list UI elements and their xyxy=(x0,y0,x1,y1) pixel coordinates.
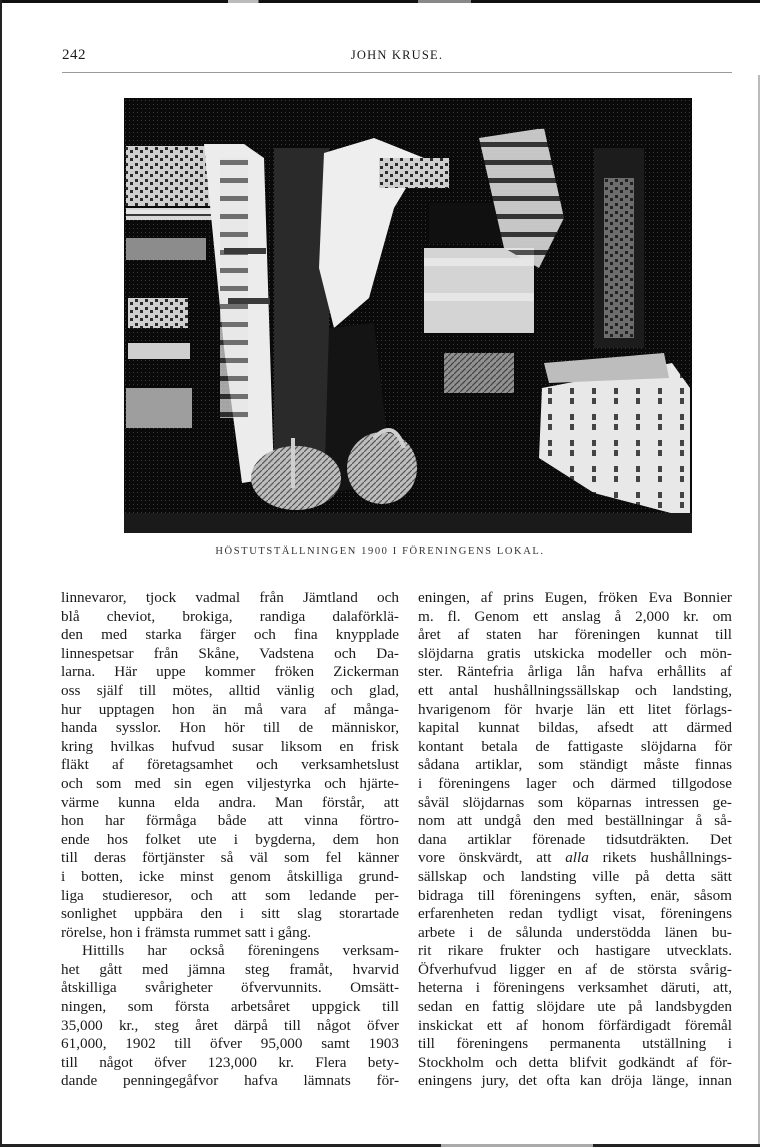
text-line: handa sysslor. Hon hör till de människor, xyxy=(61,719,399,737)
text-segment: rikets hushållnings- xyxy=(588,849,732,867)
text-line: ett antal hushållningssällskap och landsting, xyxy=(418,681,732,699)
scan-edge-left xyxy=(0,0,2,1147)
text-line: oss själf till mötes, alltid vänlig och glad, xyxy=(61,681,399,699)
text-line: hon har förmåga både att vinna förtro- xyxy=(61,812,399,830)
text-line: till föreningens permanenta utställning i xyxy=(418,1035,732,1053)
text-line: 61,000, 1902 till öfver 95,000 samt 1903 xyxy=(61,1035,399,1053)
text-line: ster. Räntefria årliga lån hafva erhållits af xyxy=(418,663,732,681)
text-line: fläkt af företagsamhet och verksamhetslust xyxy=(61,756,399,774)
text-line: bidraga till föreningens syften, enär, såsom xyxy=(418,886,732,904)
text-line: dande penningegåfvor hafva lämnats för- xyxy=(61,1072,399,1090)
text-line: till något öfver 123,000 kr. Flera bety- xyxy=(61,1053,399,1071)
text-segment: vore önskvärdt, att xyxy=(418,849,566,867)
text-line: eningens jury, det ofta kan dröja länge, innan xyxy=(418,1072,732,1090)
header-rule xyxy=(62,72,732,73)
text-line: hvarigenom för hvarje län ett litet förlags- xyxy=(418,700,732,718)
running-title: JOHN KRUSE. xyxy=(350,48,444,62)
text-line: kapital kunnat bildas, afsedt att därmed xyxy=(418,719,732,737)
scan-edge-top xyxy=(0,0,760,3)
emphasized-word: alla xyxy=(565,849,589,867)
text-line: till deras förtjänster så väl som fel känner xyxy=(61,849,399,867)
text-line: sådana artiklar, som ständigt måste finnas xyxy=(418,756,732,774)
text-line: arbete i de sålunda understödda länen bu- xyxy=(418,923,732,941)
text-line: slöjdarna gratis utskicka modeller och mön- xyxy=(418,644,732,662)
text-line: sonlighet uppbära den i sitt slag storartade xyxy=(61,905,399,923)
text-line: Stockholm och detta blifvit godkändt af för- xyxy=(418,1053,732,1071)
text-line: dana artiklar förenade tidsutdräkten. Det xyxy=(418,830,732,848)
paragraph-start-line: Hittills har också föreningens verksam- xyxy=(82,942,399,960)
text-line: och som med sin egen viljestyrka och hjärte- xyxy=(61,774,399,792)
figure-caption: HÖSTUTSTÄLLNINGEN 1900 I FÖRENINGENS LOKAL. xyxy=(215,546,545,557)
text-line: i botten, icke minst genom åtskilliga grund- xyxy=(61,867,399,885)
text-line: 35,000 kr., steg året därpå till något öfver xyxy=(61,1016,399,1034)
text-line: linnevaror, tjock vadmal från Jämtland och xyxy=(61,589,399,606)
text-line: blå cheviot, brokiga, randiga dalaförklä- xyxy=(61,607,399,625)
text-line: sedan en fattig slöjdare ute på landsbygden xyxy=(418,998,732,1016)
right-text-column xyxy=(418,589,732,1091)
text-line: larna. Här uppe kommer fröken Zickerman xyxy=(61,663,399,681)
text-line: åtskilliga svårigheter öfvervunnits. Omsätt- xyxy=(61,979,399,997)
text-line: linnespetsar från Skåne, Vadstena och Da- xyxy=(61,644,399,662)
text-line: värme kunna elda andra. Man förstår, att xyxy=(61,793,399,811)
text-line: sällskap och landsting ville på detta sätt xyxy=(418,867,732,885)
text-line: Öfverhufvud ligger en af de största svårig- xyxy=(418,960,732,978)
paragraph-end-line: rörelse, hon i främsta rummet satt i gång. xyxy=(61,923,312,941)
text-line: het gått med jämna steg framåt, hvarvid xyxy=(61,960,399,978)
text-line: eningen, af prins Eugen, fröken Eva Bonnier xyxy=(418,589,732,606)
running-head xyxy=(62,47,732,67)
text-line: hur upptagen hon än må vara af många- xyxy=(61,700,399,718)
text-line: ningen, som första arbetsåret uppgick till xyxy=(61,998,399,1016)
text-line: ende hos folket ute i bygderna, dem hon xyxy=(61,830,399,848)
text-line: såväl slöjdarnas som köparnas intressen ge- xyxy=(418,793,732,811)
text-line: m. fl. Genom ett anslag å 2,000 kr. om xyxy=(418,607,732,625)
text-line: i föreningens lager och därmed tillgodose xyxy=(418,774,732,792)
text-line: inskickat ett af honom förfärdigadt föremål xyxy=(418,1016,732,1034)
exhibition-photograph xyxy=(124,98,692,533)
text-line: kontant betala de fattigaste slöjdarna för xyxy=(418,737,732,755)
text-line: året af staten har föreningen kunnat till xyxy=(418,626,732,644)
text-line-with-italic xyxy=(418,849,732,868)
page-number: 242 xyxy=(62,47,86,63)
text-line: heterna i föreningens verksamhet däruti, att, xyxy=(418,979,732,997)
text-line: kring hvilkas hufvud susar liksom en frisk xyxy=(61,737,399,755)
text-line: erfarenheten redan tydligt visat, föreningens xyxy=(418,905,732,923)
left-text-column xyxy=(61,589,399,1091)
text-line: nom att undgå den med beställningar å så- xyxy=(418,812,732,830)
text-line: liga studieresor, och att som ledande per- xyxy=(61,886,399,904)
text-line: rit rikare frukter och hastigare utvecklats. xyxy=(418,942,732,960)
text-line: den med starka färger och fina knypplade xyxy=(61,626,399,644)
